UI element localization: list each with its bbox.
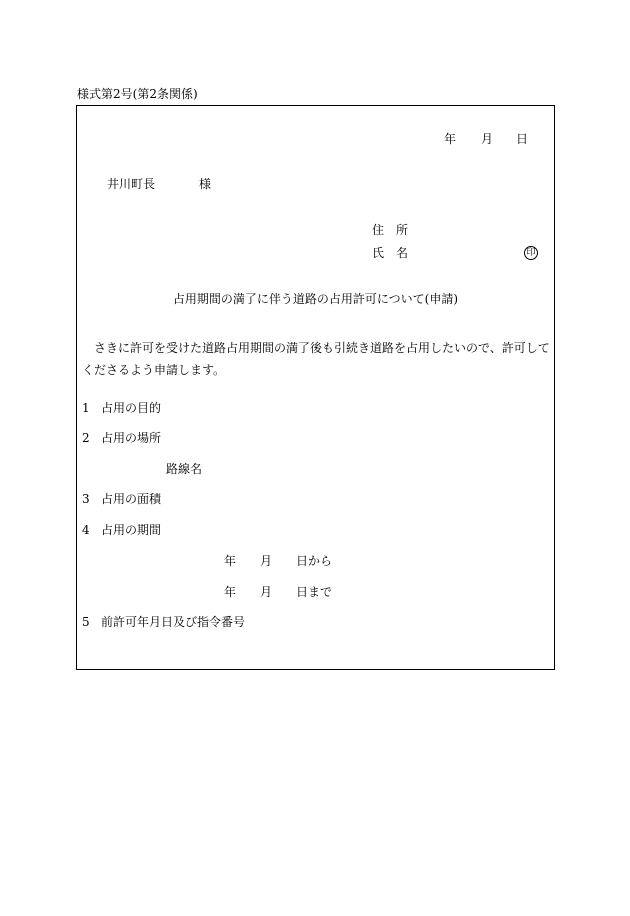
route-name-label: 路線名 <box>166 462 203 476</box>
item-1-number: 1 <box>82 401 90 415</box>
item-2-number: 2 <box>82 431 90 445</box>
period-to-day: 日まで <box>296 585 333 599</box>
period-to-year: 年 <box>224 585 237 599</box>
addressee-name: 井川町長 <box>107 177 156 191</box>
item-4-label: 占用の期間 <box>101 523 162 537</box>
seal-icon: 印 <box>524 246 538 260</box>
item-3-label: 占用の面積 <box>101 492 162 506</box>
form-number: 様式第2号(第2条関係) <box>77 87 198 101</box>
date-day: 日 <box>516 132 529 146</box>
item-5-label: 前許可年月日及び指令番号 <box>101 615 246 629</box>
applicant-address-label: 住 所 <box>372 223 409 237</box>
period-from-month: 月 <box>260 554 273 568</box>
item-2-label: 占用の場所 <box>101 431 162 445</box>
body-text: さきに許可を受けた道路占用期間の満了後も引続き道路を占用したいので、許可してくださるよう申請します。 <box>82 341 550 377</box>
item-1-label: 占用の目的 <box>101 401 162 415</box>
item-4-number: 4 <box>82 523 90 537</box>
addressee-honorific: 様 <box>199 177 212 191</box>
date-year: 年 <box>444 132 457 146</box>
item-3-number: 3 <box>82 492 90 506</box>
period-to-month: 月 <box>260 585 273 599</box>
period-from-day: 日から <box>296 554 333 568</box>
item-5-number: 5 <box>82 615 90 629</box>
date-month: 月 <box>481 132 494 146</box>
period-from-year: 年 <box>224 554 237 568</box>
document-title: 占用期間の満了に伴う道路の占用許可について(申請) <box>172 292 459 306</box>
applicant-name-label: 氏 名 <box>372 246 409 260</box>
